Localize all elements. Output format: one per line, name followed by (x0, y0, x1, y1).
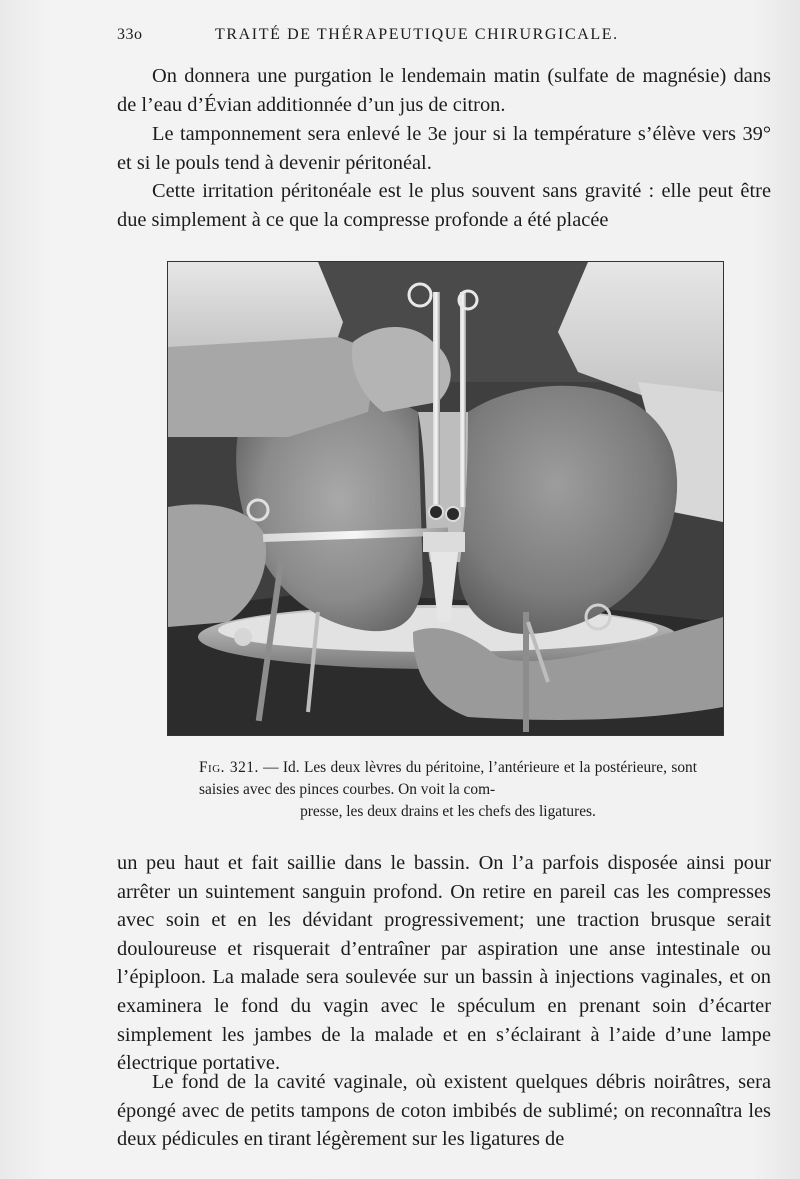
figure-label: Fig. 321. (199, 759, 259, 776)
figure-caption (199, 757, 697, 823)
photograph-illustration (168, 262, 723, 735)
paragraph-text: Le tamponnement sera enlevé le 3e jour si la température s’élève vers 39° et si le pouls tend à devenir péritonéal. (117, 123, 771, 174)
paragraph (117, 62, 771, 119)
paragraph-text: Le fond de la cavité vaginale, où existent quelques débris noirâtres, sera épongé avec de petits tampons de coton imbibés de sublimé; on reconnaîtra les deux pédicules en tirant légèrement sur les ligatures de (117, 1071, 771, 1151)
caption-text: — Id. Les deux lèvres du péritoine, l’antérieure et la postérieure, sont saisies avec des pinces courbes. On voit la com- (199, 759, 697, 798)
paragraph (117, 849, 771, 1078)
surgical-photograph (168, 262, 723, 735)
caption-last-line: presse, les deux drains et les chefs des ligatures. (300, 803, 596, 820)
paragraph (117, 1068, 771, 1154)
paragraph (117, 177, 771, 234)
page-header (117, 26, 670, 48)
page-number: 33o (117, 26, 143, 43)
paragraph-text: On donnera une purgation le lendemain matin (sulfate de magnésie) dans de l’eau d’Évian additionnée d’un jus de citron. (117, 65, 771, 116)
running-title: TRAITÉ DE THÉRAPEUTIQUE CHIRURGICALE. (215, 26, 619, 43)
paragraph-text: un peu haut et fait saillie dans le bassin. On l’a parfois disposée ainsi pour arrêter un suintement sanguin profond. On retire en pareil cas les compresses avec soin et en les dévidant progressivement; une traction brusque serait douloureuse et risquerait d’entraîner par aspiration une anse intestinale ou l’épiploon. La malade sera soulevée sur un bassin à injections vaginales, et on examinera le fond du vagin avec le spéculum en prenant soin d’écarter simplement les jambes de la malade et en s’éclairant à l’aide d’une lampe électrique portative. (117, 852, 771, 1075)
paragraph (117, 120, 771, 177)
paragraph-text: Cette irritation péritonéale est le plus souvent sans gravité : elle peut être due simplement à ce que la compresse profonde a été placée (117, 180, 771, 231)
